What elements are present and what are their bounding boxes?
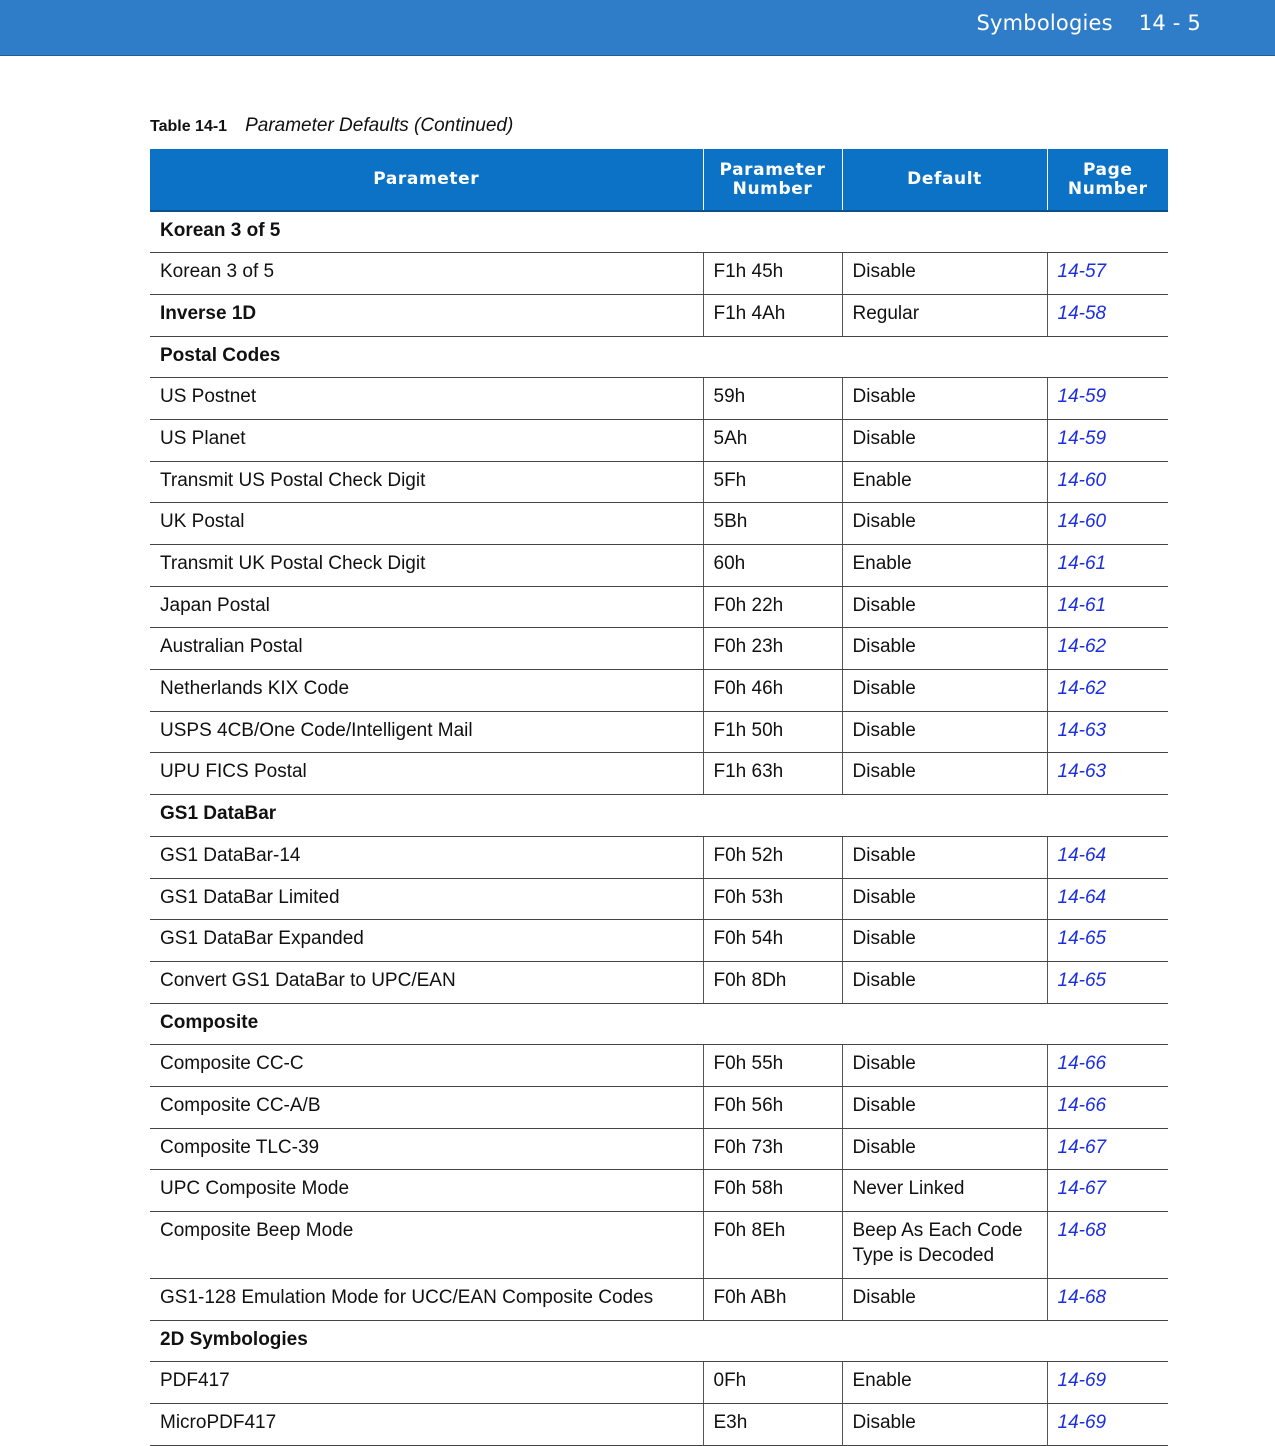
parameter-cell: Japan Postal: [150, 586, 703, 628]
default-cell: Enable: [842, 545, 1047, 587]
parameter-number-cell: F0h 22h: [703, 586, 842, 628]
default-cell: Never Linked: [842, 1170, 1047, 1212]
page-number-link[interactable]: 14-63: [1047, 753, 1168, 795]
default-cell: Disable: [842, 670, 1047, 712]
table-row: [150, 836, 1168, 878]
section-heading: Composite: [150, 1003, 1168, 1045]
parameter-cell: Korean 3 of 5: [150, 253, 703, 295]
table-row: [150, 253, 1168, 295]
parameter-number-cell: F0h 54h: [703, 920, 842, 962]
default-cell: Disable: [842, 836, 1047, 878]
parameter-cell: Transmit US Postal Check Digit: [150, 461, 703, 503]
table-row: [150, 419, 1168, 461]
default-cell: Regular: [842, 294, 1047, 336]
default-cell: Disable: [842, 253, 1047, 295]
table-body: [150, 211, 1168, 1445]
page-number-link[interactable]: 14-69: [1047, 1362, 1168, 1404]
page-number-link[interactable]: 14-64: [1047, 836, 1168, 878]
parameter-number-cell: 59h: [703, 378, 842, 420]
table-row: [150, 545, 1168, 587]
default-cell: Disable: [842, 628, 1047, 670]
parameter-cell: PDF417: [150, 1362, 703, 1404]
parameter-cell: GS1 DataBar Limited: [150, 878, 703, 920]
parameter-number-cell: F0h 23h: [703, 628, 842, 670]
parameter-cell: US Planet: [150, 419, 703, 461]
page-number-link[interactable]: 14-57: [1047, 253, 1168, 295]
table-caption: [150, 115, 513, 137]
default-cell: Disable: [842, 503, 1047, 545]
parameter-cell: Composite CC-A/B: [150, 1086, 703, 1128]
parameter-cell: Composite CC-C: [150, 1045, 703, 1087]
page-number-link[interactable]: 14-60: [1047, 503, 1168, 545]
header-page-number: 14 - 5: [1138, 11, 1201, 35]
column-header-page-number: Page Number: [1047, 149, 1168, 211]
column-header-parameter: Parameter: [150, 149, 703, 211]
table-row: [150, 461, 1168, 503]
parameter-number-cell: F1h 50h: [703, 711, 842, 753]
table-row: [150, 1086, 1168, 1128]
table-row: [150, 753, 1168, 795]
table-row: [150, 1362, 1168, 1404]
default-cell: Disable: [842, 1128, 1047, 1170]
parameter-cell: US Postnet: [150, 378, 703, 420]
table-label: Table 14-1: [150, 118, 228, 135]
table-row: [150, 961, 1168, 1003]
section-heading-row: [150, 1320, 1168, 1362]
column-header-parameter-number: Parameter Number: [703, 149, 842, 211]
table-row: [150, 1279, 1168, 1321]
page-number-link[interactable]: 14-65: [1047, 961, 1168, 1003]
default-cell: Disable: [842, 961, 1047, 1003]
parameter-cell: UK Postal: [150, 503, 703, 545]
page-number-link[interactable]: 14-66: [1047, 1086, 1168, 1128]
page-number-link[interactable]: 14-59: [1047, 419, 1168, 461]
page-number-link[interactable]: 14-61: [1047, 586, 1168, 628]
column-header-default: Default: [842, 149, 1047, 211]
page-number-link[interactable]: 14-59: [1047, 378, 1168, 420]
default-cell: Disable: [842, 1279, 1047, 1321]
table-row: [150, 920, 1168, 962]
page-header-bar: [0, 0, 1275, 56]
page-number-link[interactable]: 14-58: [1047, 294, 1168, 336]
parameter-number-cell: F0h 73h: [703, 1128, 842, 1170]
table-row: [150, 628, 1168, 670]
page-number-link[interactable]: 14-60: [1047, 461, 1168, 503]
section-heading: GS1 DataBar: [150, 795, 1168, 837]
table-row: [150, 1170, 1168, 1212]
parameter-number-cell: 5Bh: [703, 503, 842, 545]
default-cell: Disable: [842, 1086, 1047, 1128]
parameter-cell: MicroPDF417: [150, 1404, 703, 1446]
default-cell: Disable: [842, 419, 1047, 461]
parameter-cell: Composite Beep Mode: [150, 1212, 703, 1279]
parameter-number-cell: F0h 52h: [703, 836, 842, 878]
page-number-link[interactable]: 14-62: [1047, 628, 1168, 670]
parameter-number-cell: F1h 63h: [703, 753, 842, 795]
parameter-number-cell: F0h 58h: [703, 1170, 842, 1212]
running-header: [976, 11, 1201, 35]
section-heading-row: [150, 336, 1168, 378]
table-row: [150, 294, 1168, 336]
parameter-number-cell: F1h 4Ah: [703, 294, 842, 336]
table-row: [150, 670, 1168, 712]
parameter-cell: Netherlands KIX Code: [150, 670, 703, 712]
header-section-title: Symbologies: [976, 11, 1113, 35]
section-heading-row: [150, 211, 1168, 253]
parameter-cell: USPS 4CB/One Code/Intelligent Mail: [150, 711, 703, 753]
page-number-link[interactable]: 14-69: [1047, 1404, 1168, 1446]
page-number-link[interactable]: 14-67: [1047, 1128, 1168, 1170]
table-row: [150, 1212, 1168, 1279]
default-cell: Disable: [842, 1404, 1047, 1446]
parameter-number-cell: 5Fh: [703, 461, 842, 503]
parameter-number-cell: F0h 8Eh: [703, 1212, 842, 1279]
parameter-number-cell: 0Fh: [703, 1362, 842, 1404]
default-cell: Disable: [842, 920, 1047, 962]
table-row: [150, 1045, 1168, 1087]
page-number-link[interactable]: 14-66: [1047, 1045, 1168, 1087]
parameter-cell: GS1 DataBar Expanded: [150, 920, 703, 962]
parameter-number-cell: F0h 56h: [703, 1086, 842, 1128]
table-row: [150, 878, 1168, 920]
default-cell: Disable: [842, 1045, 1047, 1087]
parameter-cell: UPU FICS Postal: [150, 753, 703, 795]
page-number-link[interactable]: 14-62: [1047, 670, 1168, 712]
table-row: [150, 1404, 1168, 1446]
parameter-cell: UPC Composite Mode: [150, 1170, 703, 1212]
table-row: [150, 1128, 1168, 1170]
parameter-defaults-table: [150, 149, 1168, 1446]
parameter-number-cell: F0h 55h: [703, 1045, 842, 1087]
parameter-number-cell: F0h 46h: [703, 670, 842, 712]
page-number-link[interactable]: 14-63: [1047, 711, 1168, 753]
page-number-link[interactable]: 14-68: [1047, 1212, 1168, 1279]
page-number-link[interactable]: 14-67: [1047, 1170, 1168, 1212]
table-header: [150, 149, 1168, 211]
parameter-cell: GS1-128 Emulation Mode for UCC/EAN Composite Codes: [150, 1279, 703, 1321]
table-row: [150, 378, 1168, 420]
page-number-link[interactable]: 14-61: [1047, 545, 1168, 587]
parameter-number-cell: F1h 45h: [703, 253, 842, 295]
parameter-cell: Composite TLC-39: [150, 1128, 703, 1170]
header-row: [150, 149, 1168, 211]
default-cell: Enable: [842, 461, 1047, 503]
parameter-cell: GS1 DataBar-14: [150, 836, 703, 878]
default-cell: Disable: [842, 753, 1047, 795]
default-cell: Enable: [842, 1362, 1047, 1404]
default-cell: Disable: [842, 878, 1047, 920]
parameter-number-cell: 5Ah: [703, 419, 842, 461]
table-title: Parameter Defaults (Continued): [245, 115, 514, 136]
parameter-number-cell: F0h ABh: [703, 1279, 842, 1321]
page-number-link[interactable]: 14-68: [1047, 1279, 1168, 1321]
table-row: [150, 586, 1168, 628]
page-number-link[interactable]: 14-64: [1047, 878, 1168, 920]
parameter-cell: Transmit UK Postal Check Digit: [150, 545, 703, 587]
parameter-cell: Convert GS1 DataBar to UPC/EAN: [150, 961, 703, 1003]
table-row: [150, 503, 1168, 545]
default-cell: Disable: [842, 586, 1047, 628]
parameter-number-cell: E3h: [703, 1404, 842, 1446]
parameter-cell: Australian Postal: [150, 628, 703, 670]
table-row: [150, 711, 1168, 753]
page-number-link[interactable]: 14-65: [1047, 920, 1168, 962]
parameter-number-cell: F0h 53h: [703, 878, 842, 920]
section-heading-row: [150, 1003, 1168, 1045]
section-heading-row: [150, 795, 1168, 837]
section-heading: Postal Codes: [150, 336, 1168, 378]
section-heading: 2D Symbologies: [150, 1320, 1168, 1362]
parameter-cell: Inverse 1D: [150, 294, 703, 336]
section-heading: Korean 3 of 5: [150, 211, 1168, 253]
default-cell: Disable: [842, 378, 1047, 420]
parameter-number-cell: 60h: [703, 545, 842, 587]
default-cell: Beep As Each Code Type is Decoded: [842, 1212, 1047, 1279]
default-cell: Disable: [842, 711, 1047, 753]
parameter-number-cell: F0h 8Dh: [703, 961, 842, 1003]
